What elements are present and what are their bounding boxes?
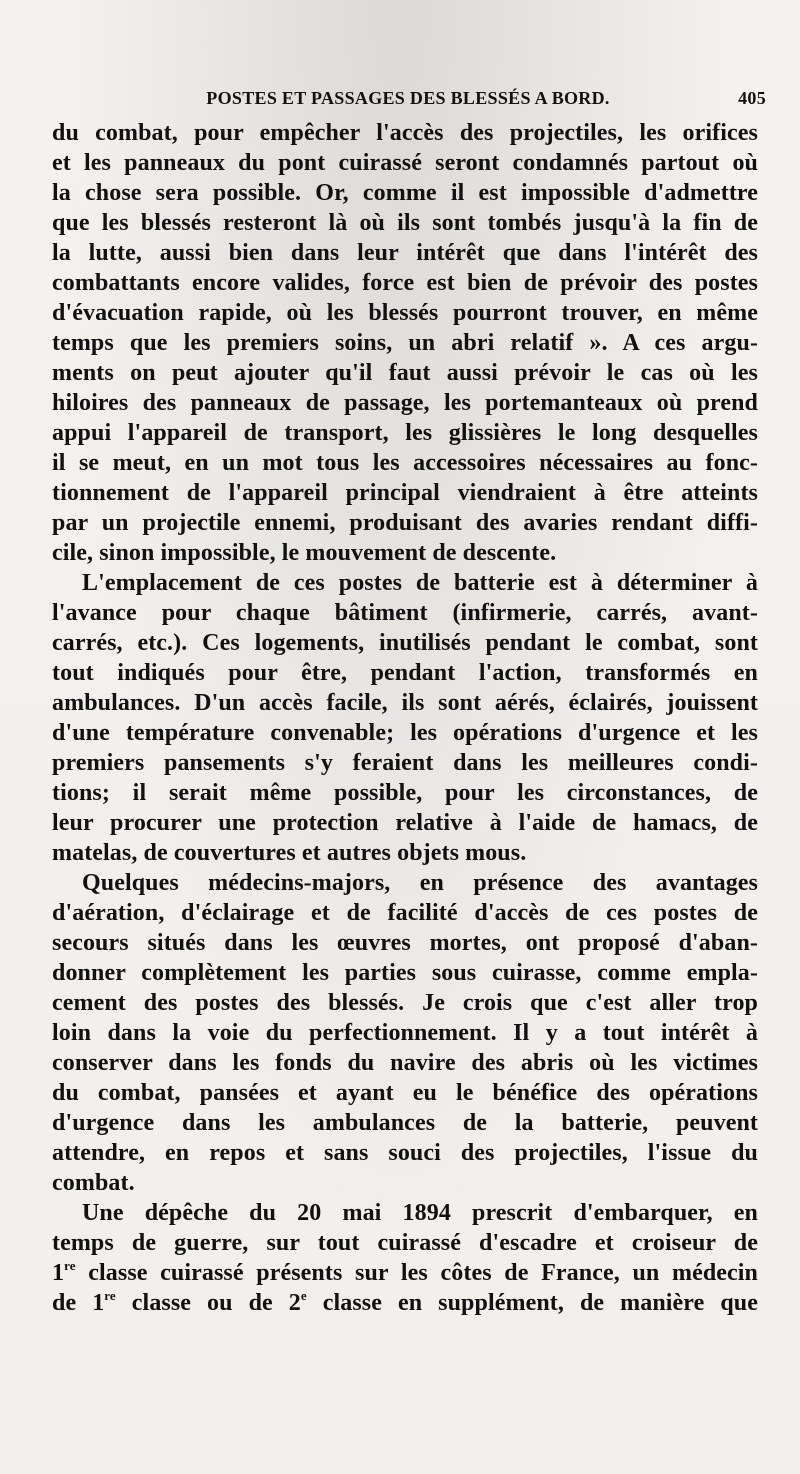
page-header: [50, 88, 766, 114]
body-text: [52, 118, 758, 1318]
line-text: classe cuirassé présents sur les côtes de France, un médecin: [75, 1260, 758, 1286]
text-line: [52, 1258, 758, 1288]
text-line: la lutte, aussi bien dans leur intérêt que dans l'intérêt des: [52, 240, 758, 266]
text-line: conserver dans les fonds du navire des abris où les victimes: [52, 1050, 758, 1076]
text-line: donner complètement les parties sous cuirasse, comme empla-: [52, 960, 758, 986]
text-line: attendre, en repos et sans souci des projectiles, l'issue du: [52, 1140, 758, 1166]
text-line: [52, 1288, 758, 1318]
running-title: POSTES ET PASSAGES DES BLESSÉS A BORD.: [206, 88, 610, 108]
line-text: classe en supplément, de manière que: [306, 1290, 758, 1316]
text-line: ambulances. D'un accès facile, ils sont aérés, éclairés, jouissent: [52, 690, 758, 716]
text-line: combat.: [52, 1170, 135, 1196]
text-line: d'évacuation rapide, où les blessés pourront trouver, en même: [52, 300, 758, 326]
text-line: temps de guerre, sur tout cuirassé d'escadre et croiseur de: [52, 1230, 758, 1256]
text-line: leur procurer une protection relative à l'aide de hamacs, de: [52, 810, 758, 836]
text-line: tionnement de l'appareil principal viendraient à être atteints: [52, 480, 758, 506]
text-line: temps que les premiers soins, un abri relatif ». A ces argu-: [52, 330, 758, 356]
text-line: loin dans la voie du perfectionnement. Il y a tout intérêt à: [52, 1020, 758, 1046]
text-line: tout indiqués pour être, pendant l'action, transformés en: [52, 660, 758, 686]
ordinal-number: 1: [52, 1260, 65, 1286]
text-line: du combat, pour empêcher l'accès des projectiles, les orifices: [52, 120, 758, 146]
line-text: de 1: [52, 1290, 105, 1316]
text-line: ments on peut ajouter qu'il faut aussi prévoir le cas où les: [52, 360, 758, 386]
text-line: combattants encore valides, force est bien de prévoir des postes: [52, 270, 758, 296]
ordinal-superscript: re: [64, 1258, 76, 1273]
text-line: que les blessés resteront là où ils sont tombés jusqu'à la fin de: [52, 210, 758, 236]
text-line: la chose sera possible. Or, comme il est impossible d'admettre: [52, 180, 758, 206]
text-line: appui l'appareil de transport, les glissières le long desquelles: [52, 420, 758, 446]
ordinal-superscript: e: [300, 1288, 307, 1303]
text-line: du combat, pansées et ayant eu le bénéfice des opérations: [52, 1080, 758, 1106]
text-line: premiers pansements s'y feraient dans les meilleures condi-: [52, 750, 758, 776]
ordinal-superscript: re: [104, 1288, 116, 1303]
paragraph-first-line: Une dépêche du 20 mai 1894 prescrit d'embarquer, en: [82, 1200, 758, 1226]
text-line: par un projectile ennemi, produisant des avaries rendant diffi-: [52, 510, 758, 536]
text-line: l'avance pour chaque bâtiment (infirmerie, carrés, avant-: [52, 600, 758, 626]
text-line: cile, sinon impossible, le mouvement de descente.: [52, 540, 557, 566]
text-line: d'urgence dans les ambulances de la batterie, peuvent: [52, 1110, 758, 1136]
page-number: 405: [738, 88, 766, 108]
text-line: d'une température convenable; les opérations d'urgence et les: [52, 720, 758, 746]
text-line: secours situés dans les œuvres mortes, ont proposé d'aban-: [52, 930, 758, 956]
text-line: tions; il serait même possible, pour les circonstances, de: [52, 780, 758, 806]
text-line: d'aération, d'éclairage et de facilité d'accès de ces postes de: [52, 900, 758, 926]
line-text: classe ou de 2: [115, 1290, 301, 1316]
text-line: carrés, etc.). Ces logements, inutilisés pendant le combat, sont: [52, 630, 758, 656]
text-line: il se meut, en un mot tous les accessoires nécessaires au fonc-: [52, 450, 758, 476]
text-line: cement des postes des blessés. Je crois que c'est aller trop: [52, 990, 758, 1016]
text-line: et les panneaux du pont cuirassé seront condamnés partout où: [52, 150, 758, 176]
text-line: matelas, de couvertures et autres objets mous.: [52, 840, 527, 866]
paragraph-first-line: Quelques médecins-majors, en présence des avantages: [82, 870, 758, 896]
paragraph-first-line: L'emplacement de ces postes de batterie est à déterminer à: [82, 570, 758, 596]
text-line: hiloires des panneaux de passage, les portemanteaux où prend: [52, 390, 758, 416]
